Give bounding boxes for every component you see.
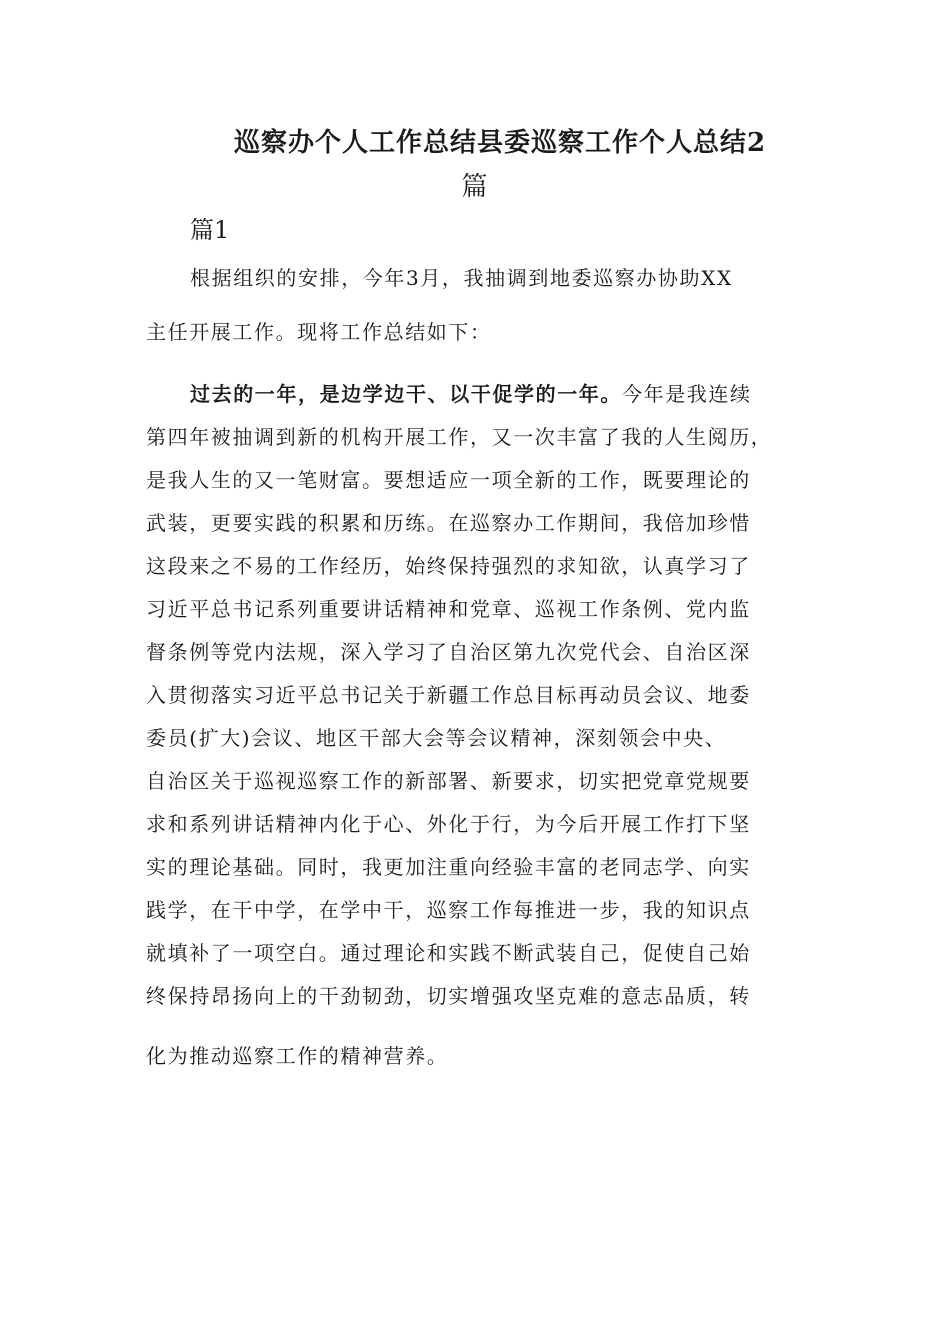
paragraph-line: 这段来之不易的工作经历，始终保持强烈的求知欲，认真学习了 (146, 554, 751, 578)
paragraph-line: 是我人生的又一笔财富。要想适应一项全新的工作，既要理论的 (146, 468, 751, 492)
paragraph-line: 实的理论基础。同时，我更加注重向经验丰富的老同志学、向实 (146, 855, 751, 879)
paragraph-line: 终保持昂扬向上的干劲韧劲，切实增强攻坚克难的意志品质，转 (146, 984, 751, 1008)
intro-line: 主任开展工作。现将工作总结如下： (146, 320, 492, 344)
intro-line: 根据组织的安排，今年3月，我抽调到地委巡察办协助XX (190, 266, 733, 290)
paragraph-line: 化为推动巡察工作的精神营养。 (146, 1044, 449, 1068)
paragraph-line: 践学，在干中学，在学中干，巡察工作每推进一步，我的知识点 (146, 898, 751, 922)
paragraph-lead-rest: 今年是我连续 (622, 382, 752, 406)
paragraph-lead-bold: 过去的一年，是边学边干、以干促学的一年。 (190, 382, 622, 406)
paragraph-line: 入贯彻落实习近平总书记关于新疆工作总目标再动员会议、地委 (146, 683, 751, 707)
paragraph-line: 委员(扩大)会议、地区干部大会等会议精神，深刻领会中央、 (146, 726, 727, 750)
paragraph-line: 求和系列讲话精神内化于心、外化于行，为今后开展工作打下坚 (146, 812, 751, 836)
paragraph-line: 自治区关于巡视巡察工作的新部署、新要求，切实把党章党规要 (146, 769, 751, 793)
paragraph-line: 习近平总书记系列重要讲话精神和党章、巡视工作条例、党内监 (146, 597, 751, 621)
paragraph-line: 就填补了一项空白。通过理论和实践不断武装自己，促使自己始 (146, 941, 751, 965)
paragraph-line: 武装，更要实践的积累和历练。在巡察办工作期间，我倍加珍惜 (146, 511, 751, 535)
paragraph-lead-line (190, 378, 752, 407)
paragraph-line: 督条例等党内法规，深入学习了自治区第九次党代会、自治区深 (146, 640, 751, 664)
document-title-continuation: 篇 (461, 172, 489, 202)
section-heading: 篇1 (190, 216, 230, 244)
paragraph-line: 第四年被抽调到新的机构开展工作，又一次丰富了我的人生阅历， (146, 425, 773, 449)
document-title: 巡察办个人工作总结县委巡察工作个人总结2 (233, 128, 767, 158)
